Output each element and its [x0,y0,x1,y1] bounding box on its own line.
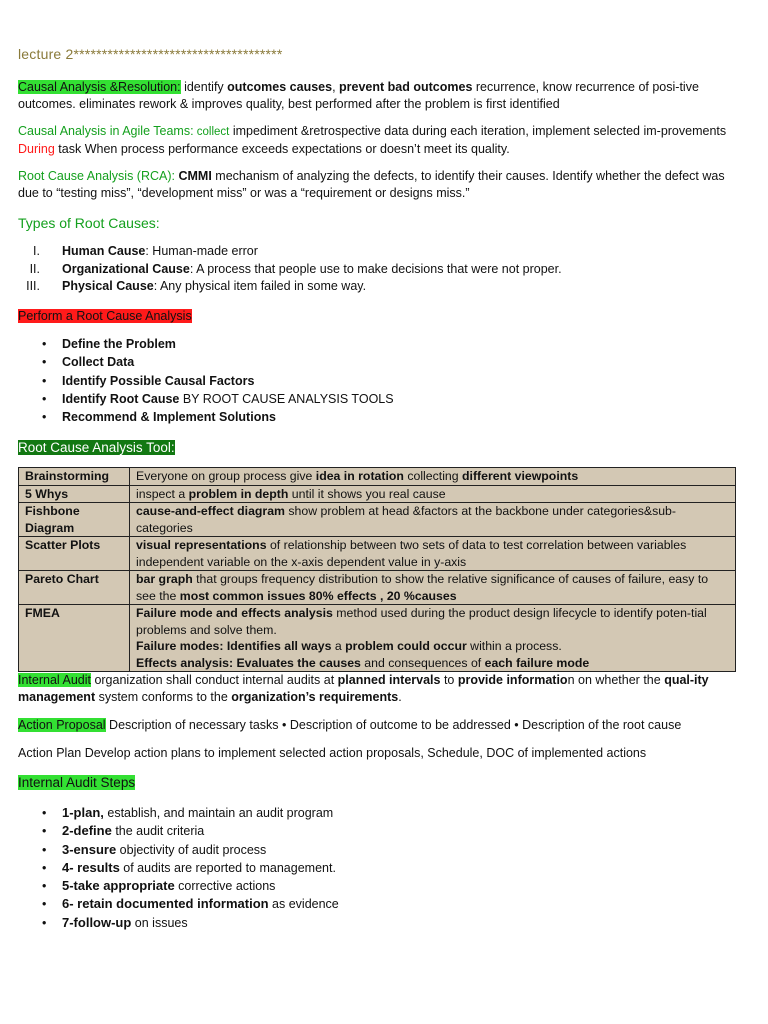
tool-heading-row [18,439,740,457]
step-rest: on issues [131,915,188,930]
list-item [18,877,740,895]
cause-name: Human Cause [62,244,146,258]
description-line: visual representations of relationship between two sets of data to test correlation between variables independent variable on the x-axis dependent value in y-axis [136,538,687,569]
description-line: Everyone on group process give idea in rotation collecting different viewpoints [136,469,579,483]
types-list [18,243,740,296]
list-number: II. [29,261,40,276]
step-rest: of audits are reported to management. [119,860,336,875]
list-item [18,822,740,840]
tool-description [130,468,736,486]
tool-table [18,467,736,672]
cause-name: Physical Cause [62,279,154,293]
lecture-title: lecture 2************************************* [18,46,283,62]
list-item [18,914,740,932]
description-line: inspect a problem in depth until it shows you real cause [136,486,446,501]
tool-description [130,605,736,672]
step-rest: the audit criteria [111,824,205,839]
step-bold: Identify Possible Causal Factors [62,373,255,388]
step-rest: corrective actions [174,879,276,894]
tool-description [130,571,736,605]
tool-name: Brainstorming [19,468,130,486]
table-row [19,571,736,605]
list-item [18,353,740,371]
steps-list [18,804,740,932]
tool-description [130,503,736,537]
internal-audit-paragraph: Internal Audit organization shall conduct internal audits at planned intervals to provide information on whether the qual-ity management system conforms to the organization’s requirements. [18,673,709,704]
list-number: I. [33,244,40,258]
step-rest: objectivity of audit process [116,842,267,857]
table-row [19,537,736,571]
step-bold: Define the Problem [62,337,176,351]
list-item [18,261,740,279]
steps-heading: Internal Audit Steps [18,775,136,790]
description-line: Failure modes: Identifies all ways a problem could occur within a process. [136,639,562,653]
rca-paragraph: Root Cause Analysis (RCA): CMMI mechanism of analyzing the defects, to identify their causes. Identify whether the defect was due to “testing miss”, “development miss” or was a “requirement or designs miss.” [18,169,725,200]
types-heading: Types of Root Causes: [18,215,160,231]
tool-heading: Root Cause Analysis Tool: [18,440,175,455]
tool-description [130,485,736,503]
perform-heading: Perform a Root Cause Analysis [18,309,192,323]
tool-name: FMEA [19,605,130,672]
cause-desc: : A process that people use to make decisions that were not proper. [189,261,562,276]
action-proposal-term: Action Proposal [18,718,106,732]
cause-name: Organizational Cause [62,261,190,276]
table-row [19,605,736,672]
step-bold: Recommend & Implement Solutions [62,410,276,425]
step-bold: 2-define [62,823,112,839]
list-item [18,804,740,822]
action-plan-term: Action Plan [18,746,82,760]
step-bold: Collect Data [62,355,135,370]
steps-heading-row [18,774,740,792]
perform-list [18,335,740,426]
list-item [18,895,740,913]
internal-audit-term: Internal Audit [18,673,91,687]
step-bold: 6- retain documented information [62,896,269,912]
perform-heading-row [18,308,740,325]
list-item [18,841,740,859]
list-item [18,408,740,426]
description-line: cause-and-effect diagram show problem at head &factors at the backbone under categories&sub-categories [136,504,676,535]
list-item [18,278,740,296]
list-item [18,859,740,877]
action-proposal-paragraph: Action Proposal Description of necessary tasks • Description of outcome to be addressed • Description of the root cause [18,718,682,732]
description-line: Effects analysis: Evaluates the causes and consequences of each failure mode [136,655,590,670]
step-bold: 3-ensure [62,841,117,857]
description-line: bar graph that groups frequency distribution to show the relative significance of causes of failure, easy to see the most common issues 80% effects , 20 %causes [136,572,709,603]
tool-name: Pareto Chart [19,571,130,605]
step-bold: 5-take appropriate [62,878,175,894]
list-item [18,390,740,408]
action-plan-paragraph: Action Plan Develop action plans to implement selected action proposals, Schedule, DOC of implemented actions [18,746,647,760]
agile-term: Causal Analysis in Agile Teams: [18,124,194,138]
during-word: During [18,142,55,156]
list-item [18,372,740,390]
step-rest: establish, and maintain an audit program [103,806,334,820]
step-bold: Identify Root Cause [62,391,180,406]
tool-name: 5 Whys [19,485,130,503]
step-bold: 1-plan, [62,805,104,820]
rca-term: Root Cause Analysis (RCA): [18,169,176,183]
tool-description [130,537,736,571]
agile-paragraph: Causal Analysis in Agile Teams: collect impediment &retrospective data during each iteration, implement selected im-provements During task When process performance exceeds expectations or doesn’t meet its quality. [18,124,727,156]
list-item [18,335,740,353]
step-rest: BY ROOT CAUSE ANALYSIS TOOLS [179,391,394,406]
step-bold: 7-follow-up [62,914,132,930]
description-line: Failure mode and effects analysis method used during the product design lifecycle to identify poten-tial problems and solve them. [136,606,707,637]
table-row [19,468,736,486]
step-rest: as evidence [268,897,339,912]
cause-desc: : Any physical item failed in some way. [153,279,367,293]
list-item [18,243,740,261]
list-number: III. [26,279,40,293]
tool-name: Scatter Plots [19,537,130,571]
table-row [19,485,736,503]
step-bold: 4- results [62,859,120,875]
cause-desc: : Human-made error [145,244,258,258]
causal-analysis-paragraph: Causal Analysis &Resolution: identify outcomes causes, prevent bad outcomes recurrence, know recurrence of posi-tive outcomes. eliminates rework & improves quality, best performed after the problem is first identified [18,80,699,111]
causal-analysis-term: Causal Analysis &Resolution: [18,80,181,94]
table-row [19,503,736,537]
tool-name: Fishbone Diagram [19,503,130,537]
